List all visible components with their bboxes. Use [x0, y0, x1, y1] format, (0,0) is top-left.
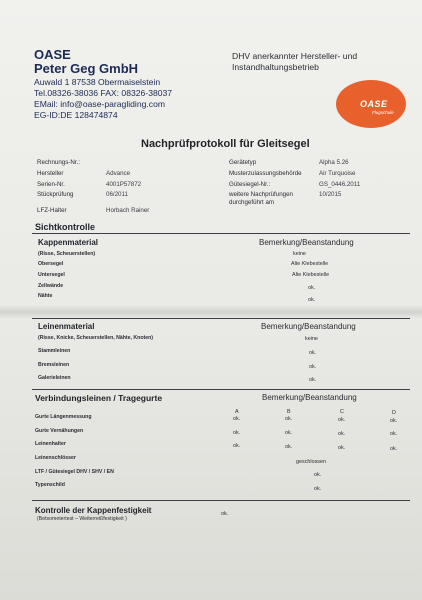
info-value-stueckpruefung: 06/2011: [106, 191, 128, 198]
kappe-row-label: Untersegel: [38, 272, 65, 278]
verbindung-single-value: geschlossen: [296, 459, 326, 465]
verbindung-single-value: ok.: [314, 472, 322, 478]
verbindung-heading: Verbindungsleinen / Tragegurte: [35, 393, 163, 403]
festigkeit-value: ok.: [221, 511, 229, 517]
leinenmaterial-note-value: keine: [305, 336, 318, 342]
company-phone-fax: Tel.08326-38036 FAX: 08326-38037: [34, 88, 173, 98]
kappe-row-label: Nähte: [38, 293, 53, 299]
verbindung-cell: ok.: [338, 445, 346, 451]
leinen-row-value: ok.: [309, 364, 317, 370]
lfz-halter-value: Horbach Rainer: [106, 207, 150, 214]
info-label-hersteller: Hersteller: [37, 170, 64, 177]
document-title: Nachprüfprotokoll für Gleitsegel: [141, 138, 310, 150]
info-label-guetesiegel: Gütesiegel-Nr.:: [229, 181, 271, 188]
kappenmaterial-note: (Risse, Scheuerstellen): [38, 251, 96, 257]
company-address: Auwald 1 87538 Obermaiselstein: [34, 77, 161, 87]
info-label-seriennr: Serien-Nr.: [37, 181, 65, 188]
info-label-durchgefuehrt: durchgeführt am: [229, 199, 275, 206]
verbindung-cell: ok.: [390, 431, 398, 437]
column-header-d: D: [392, 410, 396, 416]
info-label-stueckpruefung: Stückprüfung: [37, 191, 74, 198]
column-header-b: B: [287, 409, 291, 415]
info-value-hersteller: Advance: [106, 170, 131, 177]
kappe-row-value: ok.: [308, 285, 316, 291]
verbindung-row-label: Gurte Längenmessung: [35, 414, 92, 420]
verbindung-cell: ok.: [233, 430, 241, 436]
info-value-seriennr: 4001P57872: [106, 181, 142, 188]
verbindung-single-label: LTF / Gütesiegel DHV / SHV / EN: [35, 469, 114, 475]
verbindung-cell: ok.: [285, 444, 293, 450]
kappe-row-value: Alte Klebestelle: [292, 272, 330, 278]
leinen-row-label: Stammleinen: [38, 348, 71, 354]
info-label-musterzulassung: Musterzulassungsbehörde: [229, 170, 302, 177]
kappenmaterial-remark-heading: Bemerkung/Beanstandung: [259, 238, 354, 247]
leinen-row-label: Bremsleinen: [38, 362, 70, 368]
verbindung-cell: ok.: [285, 416, 293, 422]
info-label-weitere-nachpruefungen: weitere Nachprüfungen: [229, 191, 293, 198]
verbindung-cell: ok.: [233, 443, 241, 449]
kappe-row-value: Alte Klebestelle: [291, 261, 329, 267]
column-header-a: A: [235, 409, 239, 415]
verbindung-cell: ok.: [390, 446, 398, 452]
kappe-row-label: Zellwände: [38, 283, 64, 289]
verbindung-remark-heading: Bemerkung/Beanstandung: [262, 393, 357, 402]
logo-subtext: Flugschule: [372, 110, 394, 115]
leinen-row-value: ok.: [309, 350, 317, 356]
company-name-line2: Peter Geg GmbH: [34, 61, 139, 76]
info-label-rechnungsnr: Rechnungs-Nr.:: [37, 159, 80, 166]
info-value-guetesiegel: GS_0446.2011: [319, 181, 361, 188]
logo-text: OASE: [360, 99, 388, 109]
leinenmaterial-note: (Risse, Knicke, Scheuerstellen, Nähte, Knoten): [38, 335, 154, 341]
company-name-line1: OASE: [34, 47, 71, 62]
leinen-row-label: Galerieleinen: [38, 375, 71, 381]
verbindung-row-label: Gurte Vernähungen: [35, 428, 84, 434]
verbindung-single-label: Leinenschlösser: [35, 455, 76, 461]
verbindung-cell: ok.: [233, 416, 241, 422]
verbindung-cell: ok.: [390, 418, 398, 424]
divider-festigkeit: [32, 500, 410, 501]
kappenmaterial-heading: Kappenmaterial: [38, 238, 99, 247]
leinenmaterial-heading: Leinenmaterial: [38, 322, 95, 331]
festigkeit-note: (Betsometertest – Weiterreißfestigkeit ): [37, 516, 127, 522]
info-value-musterzulassung: Air Turquoise: [319, 170, 356, 177]
info-value-weitere-nachpruefungen: 10/2015: [319, 191, 342, 198]
paper-fold-shadow: [0, 305, 422, 319]
divider-sichtkontrolle: [32, 233, 410, 234]
verbindung-single-label: Typenschild: [35, 482, 65, 488]
verbindung-single-value: ok.: [314, 486, 322, 492]
leinenmaterial-remark-heading: Bemerkung/Beanstandung: [261, 322, 356, 331]
lfz-halter-label: LFZ-Halter: [37, 207, 67, 214]
kappe-row-value: ok.: [308, 297, 316, 303]
dhv-text-line2: Instandhaltungsbetrieb: [232, 62, 319, 72]
column-header-c: C: [340, 409, 344, 415]
divider-leinenmaterial: [32, 318, 410, 319]
verbindung-cell: ok.: [338, 417, 346, 423]
verbindung-cell: ok.: [285, 430, 293, 436]
info-label-geraetetyp: Gerätetyp: [229, 159, 257, 166]
kappe-row-label: Obersegel: [38, 261, 64, 267]
divider-verbindung: [32, 389, 410, 390]
company-eg-id: EG-ID:DE 128474874: [34, 110, 118, 120]
dhv-text-line1: DHV anerkannter Hersteller- und: [232, 51, 358, 61]
festigkeit-heading: Kontrolle der Kappenfestigkeit: [35, 506, 152, 515]
verbindung-cell: ok.: [338, 431, 346, 437]
info-value-geraetetyp: Alpha 5.26: [319, 159, 349, 166]
company-email: EMail: info@oase-paragliding.com: [34, 99, 166, 109]
verbindung-row-label: Leinenhalter: [35, 441, 66, 447]
kappenmaterial-note-value: keine: [293, 251, 306, 257]
leinen-row-value: ok.: [309, 377, 317, 383]
sichtkontrolle-heading: Sichtkontrolle: [35, 222, 96, 232]
